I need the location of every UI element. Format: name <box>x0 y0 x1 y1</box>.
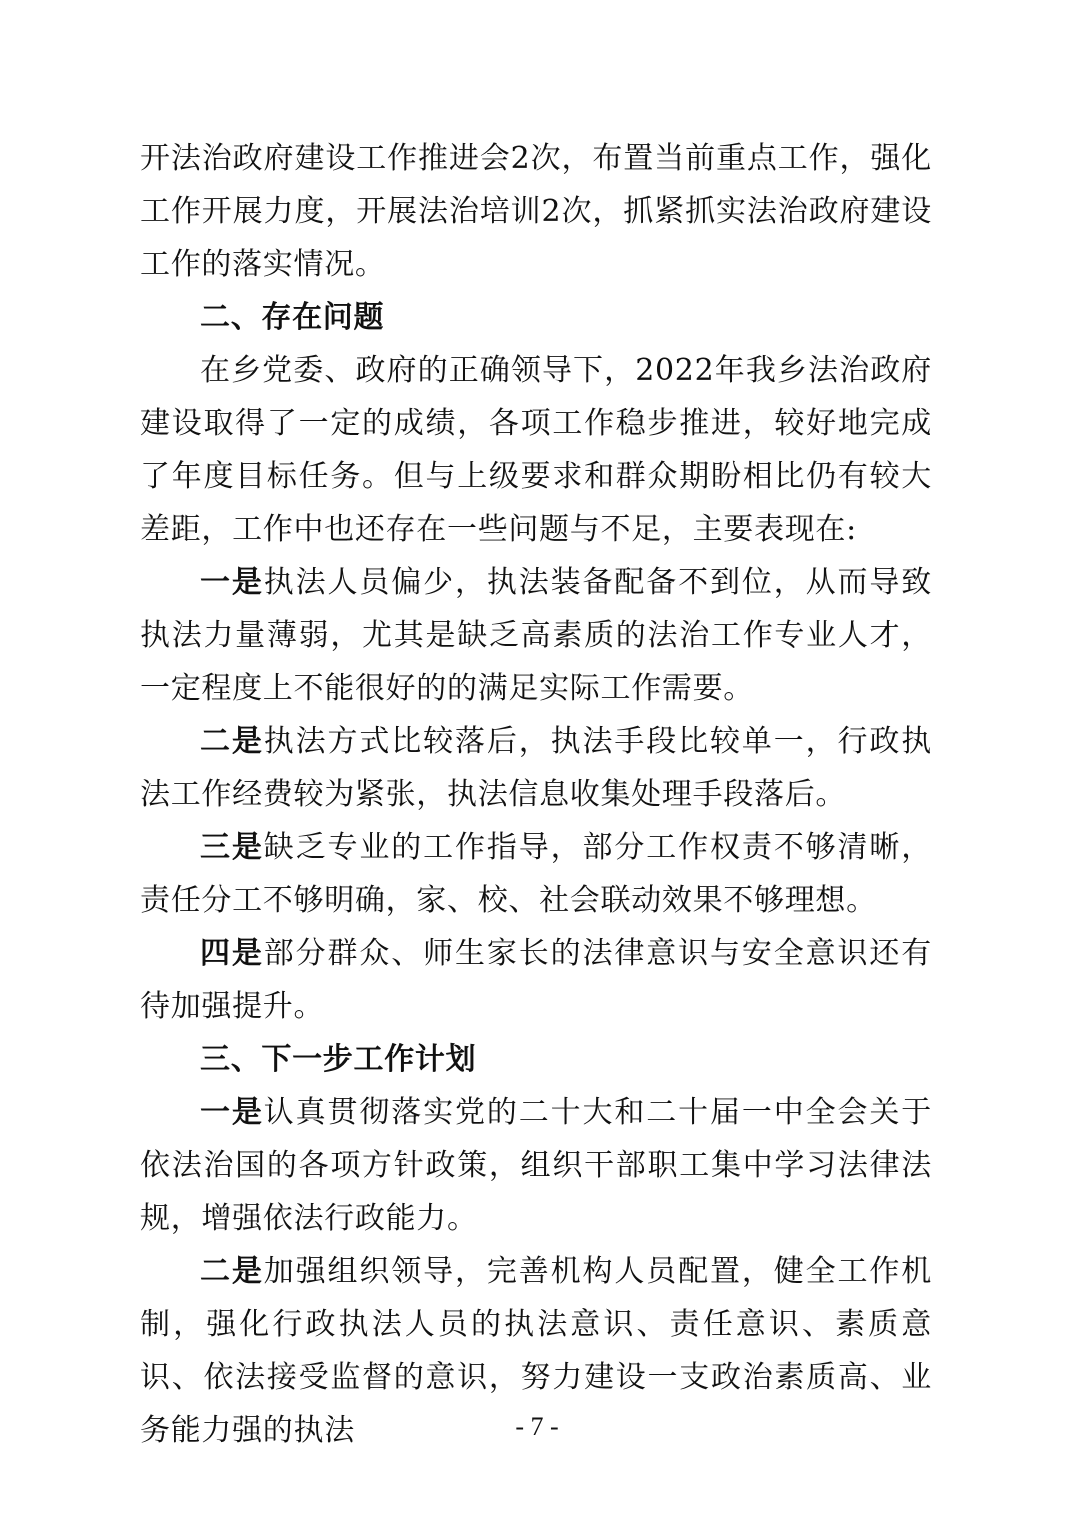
paragraph-plan-1 <box>140 1086 932 1245</box>
paragraph-text: 部分群众、师生家长的法律意识与安全意识还有待加强提升。 <box>140 936 933 1024</box>
paragraph-problem-3 <box>140 821 932 927</box>
document-body <box>140 132 932 1457</box>
paragraph-problems-intro: 在乡党委、政府的正确领导下，2022年我乡法治政府建设取得了一定的成绩，各项工作稳步推进，较好地完成了年度目标任务。但与上级要求和群众期盼相比仍有较大差距，工作中也还存在一些问题与不足，主要表现在: <box>140 353 932 547</box>
paragraph-lead: 四是 <box>200 936 264 971</box>
paragraph-lead: 一是 <box>200 1095 264 1130</box>
paragraph-continued: 开法治政府建设工作推进会2次，布置当前重点工作，强化工作开展力度，开展法治培训2次，抓紧抓实法治政府建设工作的落实情况。 <box>140 141 932 282</box>
paragraph-problem-2 <box>140 715 932 821</box>
paragraph-problem-1 <box>140 556 932 715</box>
paragraph-text: 执法方式比较落后，执法手段比较单一，行政执法工作经费较为紧张，执法信息收集处理手段落后。 <box>140 724 933 812</box>
paragraph-lead: 一是 <box>200 565 264 600</box>
paragraph-text: 认真贯彻落实党的二十大和二十届一中全会关于依法治国的各项方针政策，组织干部职工集中学习法律法规，增强依法行政能力。 <box>140 1095 933 1236</box>
paragraph-problem-4 <box>140 927 932 1033</box>
page-number: - 7 - <box>515 1412 559 1441</box>
section-heading-problems: 二、存在问题 <box>200 300 385 335</box>
paragraph-lead: 三是 <box>200 830 264 865</box>
paragraph-lead: 二是 <box>200 1254 264 1289</box>
paragraph-text: 缺乏专业的工作指导，部分工作权责不够清晰，责任分工不够明确，家、校、社会联动效果不够理想。 <box>140 830 933 918</box>
paragraph-text: 加强组织领导，完善机构人员配置，健全工作机制，强化行政执法人员的执法意识、责任意识、素质意识、依法接受监督的意识，努力建设一支政治素质高、业务能力强的执法 <box>140 1254 933 1448</box>
paragraph-lead: 二是 <box>200 724 264 759</box>
section-heading-next-plan: 三、下一步工作计划 <box>200 1042 477 1077</box>
paragraph-text: 执法人员偏少，执法装备配备不到位，从而导致执法力量薄弱，尤其是缺乏高素质的法治工作专业人才，一定程度上不能很好的的满足实际工作需要。 <box>140 565 933 706</box>
